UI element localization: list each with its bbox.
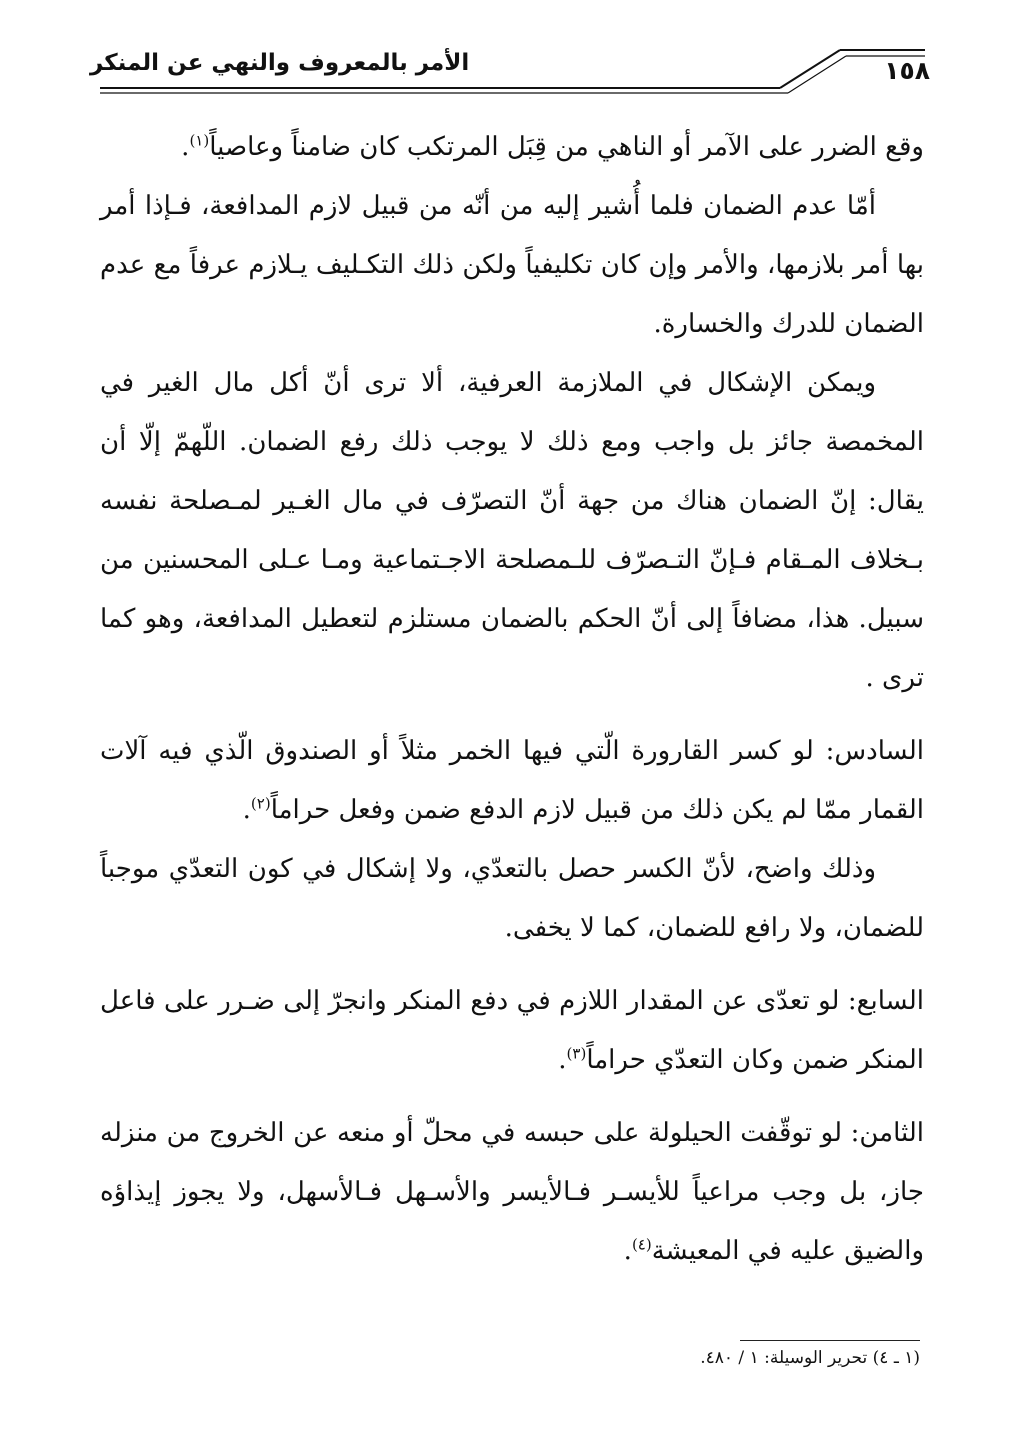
paragraph-1 — [100, 118, 924, 177]
footnote: (١ ـ ٤) تحرير الوسيلة: ١ / ٤٨٠. — [700, 1348, 920, 1368]
main-text — [100, 118, 924, 1281]
paragraph-tail: . — [623, 1236, 632, 1266]
paragraph-tail: . — [181, 132, 190, 162]
page-header — [0, 0, 1021, 110]
paragraph-7 — [100, 1104, 924, 1281]
paragraph-text: وقع الضرر على الآمر أو الناهي من قِبَل المرتكب كان ضامناً وعاصياً — [209, 132, 924, 162]
paragraph-2: أمّا عدم الضمان فلما أُشير إليه من أنّه من قبيل لازم المدافعة، فـإذا أمر بها أمر بلازمها، والأمر وإن كان تكليفياً ولكن ذلك التكـليف يـلازم عرفاً مع عدم الضمان للدرك والخسارة. — [100, 191, 924, 339]
page-number: ١٥٨ — [884, 56, 930, 85]
paragraph-tail: . — [242, 795, 251, 825]
paragraph-text: السابع: لو تعدّى عن المقدار اللازم في دفع المنكر وانجرّ إلى ضـرر على فاعل المنكر ضمن وكان التعدّي حراماً — [100, 986, 924, 1075]
paragraph-text: الثامن: لو توقّفت الحيلولة على حبسه في محلّ أو منعه عن الخروج من منزله جاز، بل وجب مراعياً للأيسـر فـالأيسر والأسـهل فـالأسهل، ولا يجوز إيذاؤه والضيق عليه في المعيشة — [100, 1118, 924, 1266]
running-title: الأمر بالمعروف والنهي عن المنكر — [90, 50, 470, 76]
paragraph-tail: . — [558, 1045, 567, 1075]
paragraph-3: ويمكن الإشكال في الملازمة العرفية، ألا ترى أنّ أكل مال الغير في المخمصة جائز بل واجب ومع ذلك لا يوجب ذلك رفع الضمان. اللّهمّ إلّا أن يقال: إنّ الضمان هناك من جهة أنّ التصرّف في مال الغـير لمـصلحة نفسه بـخلاف المـقام فـإنّ التـصرّف للـمصلحة الاجـتماعية ومـا عـلى المحسنين من سبيل. هذا، مضافاً إلى أنّ الحكم بالضمان مستلزم لتعطيل المدافعة، وهو كما ترى . — [100, 368, 924, 693]
footnote-separator — [740, 1340, 920, 1341]
paragraph-4 — [100, 722, 924, 840]
paragraph-6 — [100, 972, 924, 1090]
paragraph-text: السادس: لو كسر القارورة الّتي فيها الخمر مثلاً أو الصندوق الّذي فيه آلات القمار ممّا لم يكن ذلك من قبيل لازم الدفع ضمن وفعل حراماً — [100, 736, 924, 825]
footnote-ref-1: (١) — [189, 131, 210, 150]
footnote-ref-2: (٢) — [250, 794, 271, 813]
paragraph-5: وذلك واضح، لأنّ الكسر حصل بالتعدّي، ولا إشكال في كون التعدّي موجباً للضمان، ولا رافع للضمان، كما لا يخفى. — [100, 854, 924, 943]
footnote-ref-3: (٣) — [566, 1044, 587, 1063]
footnote-ref-4: (٤) — [631, 1235, 652, 1254]
